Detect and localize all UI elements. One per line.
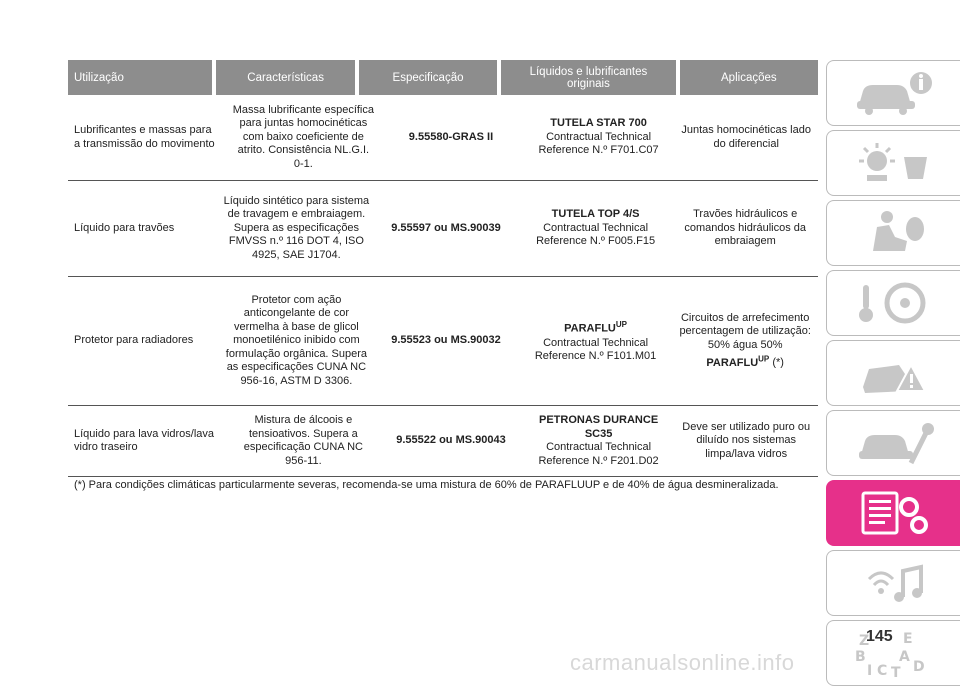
header-usage: Utilização bbox=[68, 60, 212, 95]
cell-applications: Travões hidráulicos e comandos hidráulicos da embraiagem bbox=[684, 208, 807, 248]
table-row bbox=[68, 406, 818, 477]
product-reference: Contractual Technical Reference N.º F005.F15 bbox=[536, 221, 656, 248]
car-info-icon bbox=[849, 67, 939, 119]
svg-text:T: T bbox=[890, 665, 901, 679]
steering-key-icon bbox=[849, 277, 939, 329]
svg-text:I: I bbox=[866, 663, 872, 679]
tab-dashboard-lights[interactable] bbox=[826, 130, 960, 196]
car-maintenance-icon bbox=[849, 417, 939, 469]
svg-text:D: D bbox=[912, 659, 925, 675]
product-name: PETRONAS DURANCE SC35 bbox=[538, 414, 659, 440]
product-reference: Contractual Technical Reference N.º F701.C07 bbox=[538, 130, 659, 157]
cell-specification: 9.55597 ou MS.90039 bbox=[391, 221, 501, 234]
cell-characteristics: Mistura de álcoois e tensioativos. Supera a especificação CUNA NC 956-11. bbox=[243, 414, 363, 467]
fluids-table bbox=[68, 60, 818, 477]
svg-text:B: B bbox=[854, 649, 866, 665]
dashboard-lights-icon bbox=[849, 137, 939, 189]
product-name: TUTELA STAR 700 bbox=[550, 117, 647, 130]
tab-alphabetical-index[interactable] bbox=[826, 620, 960, 686]
cell-usage: Líquido para lava vidros/lava vidro traseiro bbox=[74, 427, 215, 453]
watermark: carmanualsonline.info bbox=[570, 650, 795, 675]
cell-specification: 9.55580-GRAS II bbox=[408, 130, 494, 143]
header-specification: Especificação bbox=[359, 60, 497, 95]
footnote: (*) Para condições climáticas particularmente severas, recomenda-se uma mistura de 60% de PARAFLUUP e de 40% de água desmineralizada. bbox=[74, 479, 779, 491]
alphabetical-index-icon bbox=[849, 627, 939, 679]
cell-usage: Lubrificantes e massas para a transmissão do movimento bbox=[74, 124, 215, 150]
cell-product bbox=[523, 314, 669, 367]
cell-characteristics: Protetor com ação anticongelante de cor vermelha à base de glicol monoetilénico inibido com formulação orgânica. Supera as especificações CUNA NC 956-16, ASTM D 3306. bbox=[225, 293, 368, 387]
tab-car-maintenance[interactable] bbox=[826, 410, 960, 476]
tab-car-info[interactable] bbox=[826, 60, 960, 126]
table-row bbox=[68, 95, 818, 181]
svg-text:E: E bbox=[902, 631, 913, 647]
seat-airbag-icon bbox=[849, 207, 939, 259]
svg-text:C: C bbox=[876, 663, 887, 679]
page-number: 145 bbox=[866, 628, 893, 645]
chapter-sidebar bbox=[826, 60, 960, 690]
header-original-fluids: Líquidos e lubrificantes originais bbox=[501, 60, 675, 95]
cell-usage: Protetor para radiadores bbox=[74, 334, 194, 347]
header-applications: Aplicações bbox=[680, 60, 818, 95]
tab-technical-data[interactable] bbox=[826, 480, 960, 546]
svg-text:Z: Z bbox=[858, 633, 869, 649]
brand-paraflu: $PARAFLU^{UP}$ bbox=[706, 354, 770, 369]
cell-applications: Juntas homocinéticas lado do diferencial bbox=[681, 124, 811, 150]
cell-applications: Deve ser utilizado puro ou diluído nos sistemas limpa/lava vidros bbox=[682, 420, 811, 460]
multimedia-icon bbox=[849, 557, 939, 609]
car-warning-icon bbox=[849, 347, 939, 399]
cell-characteristics: Massa lubrificante específica para juntas homocinéticas com baixo coeficiente de atrito. Consistência NL.G.I. 0-1. bbox=[232, 103, 374, 170]
cell-applications: Circuitos de arrefecimento percentagem de utilização: 50% água 50% $PARAFLU^{UP}$ (*) bbox=[679, 311, 811, 369]
header-characteristics: Características bbox=[216, 60, 354, 95]
cell-characteristics: Líquido sintético para sistema de travagem e embraiagem. Supera as especificações FMVSS n.º 116 DOT 4, ISO 4925, SAE J1704. bbox=[223, 194, 370, 261]
product-reference: Contractual Technical Reference N.º F101.M01 bbox=[534, 336, 657, 363]
cell-specification: 9.55522 ou MS.90043 bbox=[396, 434, 506, 447]
cell-product bbox=[527, 410, 671, 472]
product-reference: Contractual Technical Reference N.º F201.D02 bbox=[538, 441, 659, 467]
table-row bbox=[68, 181, 818, 277]
product-name: $PARAFLU^{UP}$ bbox=[564, 320, 627, 336]
technical-data-icon bbox=[849, 487, 939, 539]
cell-product bbox=[523, 204, 669, 253]
tab-seat-airbag[interactable] bbox=[826, 200, 960, 266]
tab-steering-key[interactable] bbox=[826, 270, 960, 336]
cell-usage: Líquido para travões bbox=[74, 221, 175, 234]
cell-specification: 9.55523 ou MS.90032 bbox=[391, 334, 501, 347]
product-name: TUTELA TOP 4/S bbox=[551, 208, 640, 221]
svg-text:A: A bbox=[898, 649, 910, 665]
table-header bbox=[68, 60, 818, 95]
table-row bbox=[68, 277, 818, 406]
cell-product bbox=[527, 113, 671, 162]
tab-multimedia[interactable] bbox=[826, 550, 960, 616]
tab-car-warning[interactable] bbox=[826, 340, 960, 406]
